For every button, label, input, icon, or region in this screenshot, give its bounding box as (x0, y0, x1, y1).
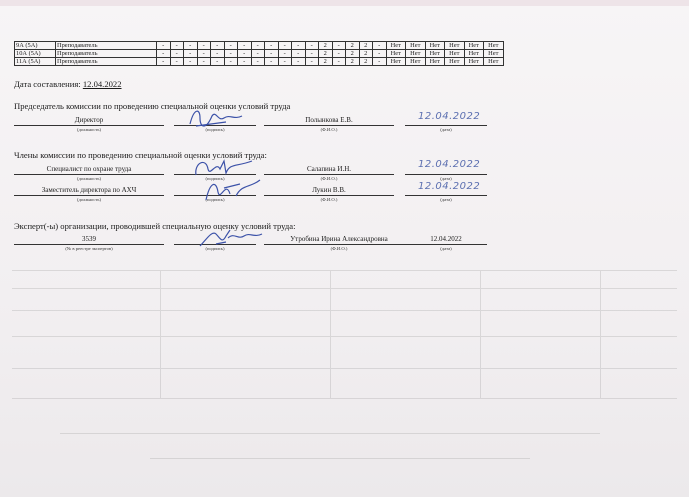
table-cell: Нет (425, 58, 445, 66)
table-cell: 2 (359, 58, 373, 66)
caption-position: (должность) (76, 176, 102, 181)
caption-date: (дата) (440, 127, 452, 132)
table-cell: - (238, 42, 252, 50)
table-cell: - (211, 50, 225, 58)
member-1-handwritten-date: 12.04.2022 (418, 159, 481, 170)
table-cell: - (332, 50, 346, 58)
table-cell: - (278, 42, 292, 50)
table-row (15, 58, 504, 66)
table-cell: - (305, 50, 319, 58)
table-cell: - (292, 50, 306, 58)
chairman-signature (186, 106, 246, 137)
member-2-name-line (264, 195, 394, 196)
table-cell: - (211, 58, 225, 66)
table-cell: - (184, 42, 198, 50)
table-cell: 2 (319, 42, 333, 50)
caption-position: (должность) (76, 127, 102, 132)
table-cell: - (224, 58, 238, 66)
row-id-cell: 10А (5А) (15, 50, 56, 58)
member-2-name: Лукин В.В. (312, 186, 346, 194)
table-cell: 2 (346, 50, 360, 58)
table-cell: - (278, 50, 292, 58)
table-cell: 2 (359, 42, 373, 50)
row-role-cell: Преподаватель (56, 50, 157, 58)
table-cell: 2 (319, 50, 333, 58)
expert-reg-line (14, 244, 164, 245)
table-cell: - (292, 42, 306, 50)
table-cell: - (184, 58, 198, 66)
table-cell: - (251, 58, 265, 66)
chairman-position-line (14, 125, 164, 126)
table-cell: - (184, 50, 198, 58)
table-cell: Нет (386, 50, 406, 58)
table-cell: - (170, 58, 184, 66)
table-cell: - (251, 42, 265, 50)
table-cell: Нет (386, 42, 406, 50)
chairman-name: Полынкова Е.В. (305, 116, 353, 124)
table-cell: - (211, 42, 225, 50)
caption-fio: (Ф.И.О.) (320, 127, 338, 132)
caption-date: (дата) (440, 246, 452, 251)
table-cell: Нет (484, 42, 504, 50)
table-cell: - (197, 58, 211, 66)
table-cell: - (238, 50, 252, 58)
table-cell: - (157, 42, 171, 50)
table-cell: - (305, 42, 319, 50)
table-cell: - (265, 50, 279, 58)
table-cell: - (157, 58, 171, 66)
table-cell: 2 (346, 58, 360, 66)
members-heading: Члены комиссии по проведению специальной оценки условий труда: (14, 150, 267, 160)
expert-heading: Эксперт(-ы) организации, проводившей специальную оценку условий труда: (14, 221, 296, 231)
date-compiled-label: Дата составления: (14, 79, 81, 89)
table-cell: Нет (406, 50, 426, 58)
table-cell: Нет (464, 58, 484, 66)
member-2-position-line (14, 195, 164, 196)
chairman-handwritten-date: 12.04.2022 (418, 111, 481, 122)
table-cell: - (265, 42, 279, 50)
caption-signature: (подпись) (205, 127, 225, 132)
caption-reg: (№ в реестре экспертов) (65, 246, 113, 251)
chairman-position: Директор (74, 116, 104, 124)
member-1-position-line (14, 174, 164, 175)
table-cell: Нет (484, 50, 504, 58)
row-id-cell: 9А (5А) (15, 42, 56, 50)
table-row (15, 42, 504, 50)
date-compiled-value: 12.04.2022 (82, 79, 122, 89)
member-1-position: Специалист по охране труда (46, 165, 132, 173)
table-cell: - (278, 58, 292, 66)
table-cell: - (157, 50, 171, 58)
table-cell: Нет (464, 50, 484, 58)
table-cell: Нет (445, 42, 465, 50)
table-cell: - (305, 58, 319, 66)
table-cell: - (332, 42, 346, 50)
caption-fio: (Ф.И.О.) (320, 176, 338, 181)
caption-position: (должность) (76, 197, 102, 202)
caption-signature: (подпись) (205, 246, 225, 251)
table-cell: - (373, 42, 387, 50)
table-cell: - (373, 58, 387, 66)
table-row (15, 50, 504, 58)
expert-name-line (264, 244, 414, 245)
table-cell: Нет (445, 58, 465, 66)
member-2-date-line (405, 195, 487, 196)
table-cell: Нет (425, 42, 445, 50)
expert-signature (196, 226, 266, 255)
table-cell: 2 (359, 50, 373, 58)
table-cell: Нет (425, 50, 445, 58)
member-1-date-line (405, 174, 487, 175)
table-cell: 2 (319, 58, 333, 66)
member-1-name-line (264, 174, 394, 175)
table-cell: - (170, 42, 184, 50)
caption-date: (дата) (440, 197, 452, 202)
member-2-position: Заместитель директора по АХЧ (41, 186, 137, 194)
member-1-name: Салапина И.Н. (306, 165, 352, 173)
table-cell: - (332, 58, 346, 66)
table-cell: - (251, 50, 265, 58)
caption-signature: (подпись) (205, 197, 225, 202)
chairman-heading: Председатель комиссии по проведению специальной оценки условий труда (14, 101, 291, 111)
page-edge-tint (0, 0, 689, 6)
expert-reg-no: 3539 (82, 235, 96, 243)
reverse-side-bleed (0, 258, 689, 497)
table-cell: - (170, 50, 184, 58)
expert-name: Утробина Ирина Александровна (290, 235, 388, 243)
table-cell: - (224, 42, 238, 50)
chairman-name-line (264, 125, 394, 126)
table-cell: - (197, 50, 211, 58)
row-role-cell: Преподаватель (56, 58, 157, 66)
row-id-cell: 11А (5А) (15, 58, 56, 66)
date-compiled (14, 79, 122, 89)
caption-date: (дата) (440, 176, 452, 181)
table-cell: Нет (406, 58, 426, 66)
row-role-cell: Преподаватель (56, 42, 157, 50)
table-cell: Нет (464, 42, 484, 50)
member-2-signature (196, 176, 266, 211)
table-cell: - (292, 58, 306, 66)
caption-fio: (Ф.И.О.) (320, 197, 338, 202)
table-cell: - (373, 50, 387, 58)
expert-date: 12.04.2022 (430, 235, 462, 243)
caption-fio: (Ф.И.О.) (330, 246, 348, 251)
table-cell: Нет (406, 42, 426, 50)
table-cell: - (265, 58, 279, 66)
chairman-date-line (405, 125, 487, 126)
member-2-handwritten-date: 12.04.2022 (418, 181, 481, 192)
table-cell: Нет (386, 58, 406, 66)
table-cell: Нет (445, 50, 465, 58)
table-cell: - (224, 50, 238, 58)
table-cell: 2 (346, 42, 360, 50)
expert-date-line (405, 244, 487, 245)
table-cell: - (197, 42, 211, 50)
table-cell: Нет (484, 58, 504, 66)
table-cell: - (238, 58, 252, 66)
results-table (14, 41, 504, 66)
caption-signature: (подпись) (205, 176, 225, 181)
